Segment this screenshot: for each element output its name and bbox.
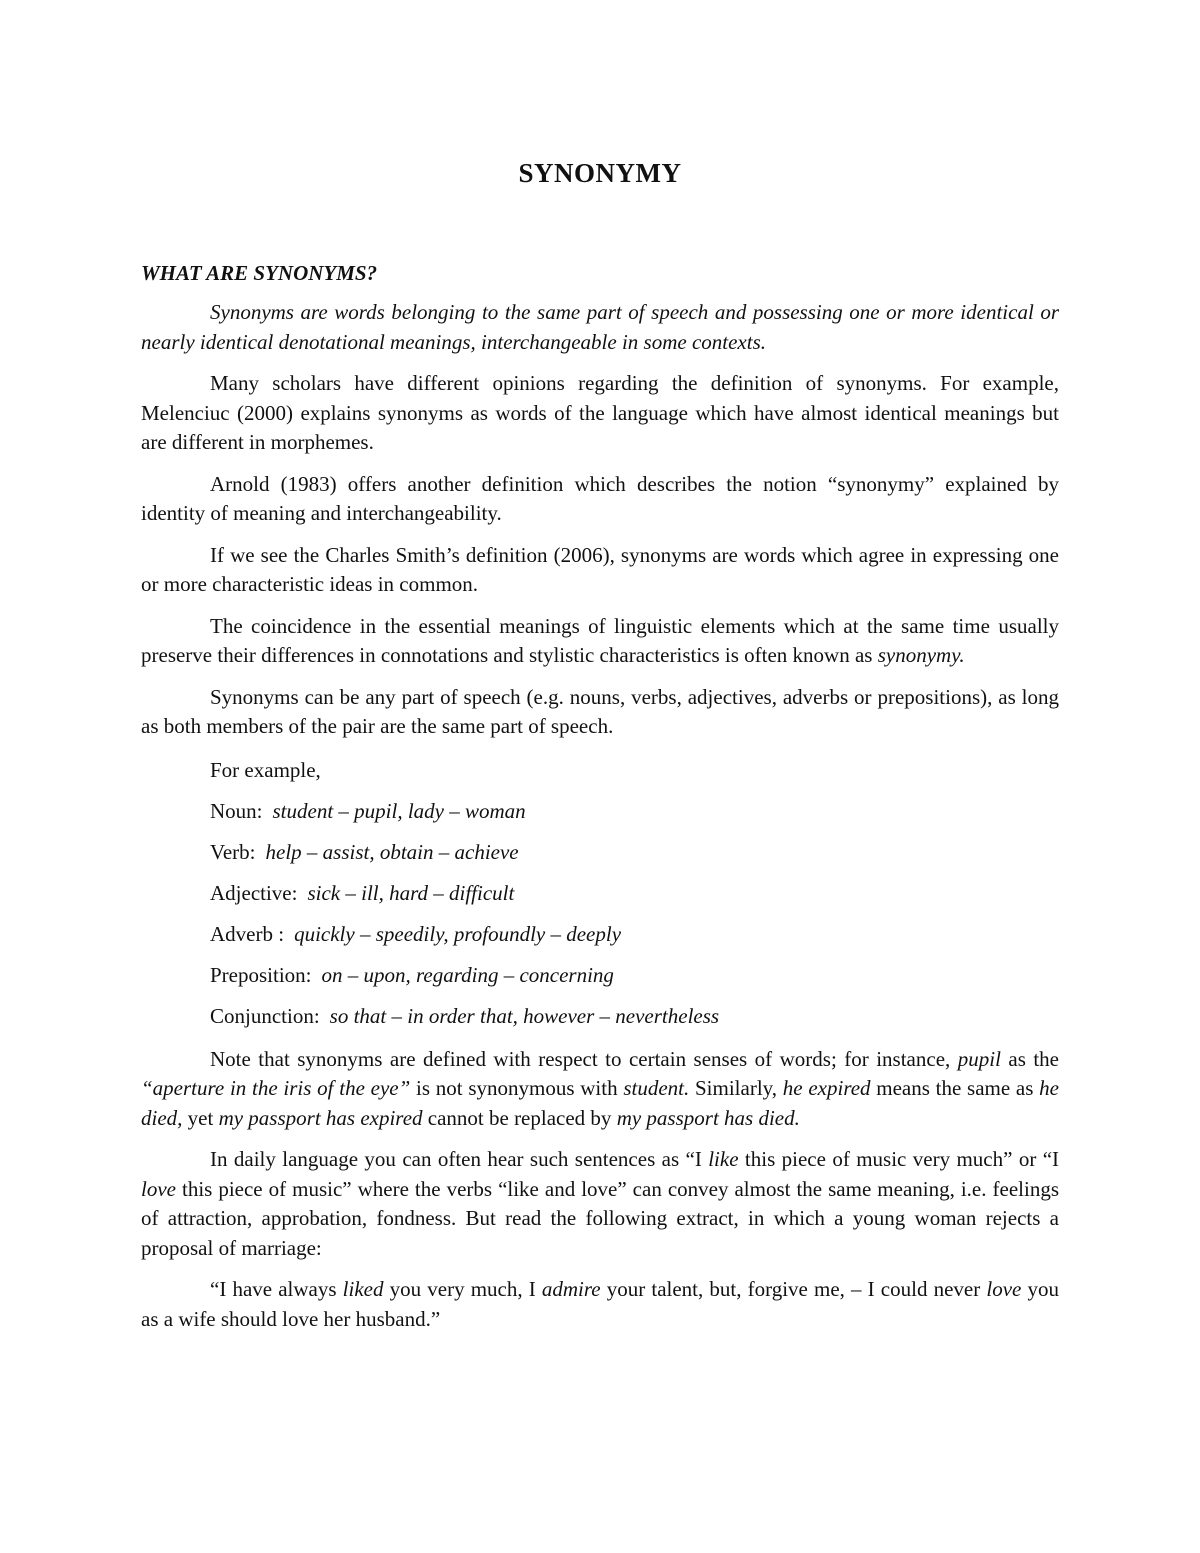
example-words: quickly – speedily, profoundly – deeply xyxy=(294,921,622,946)
note-text: Similarly, xyxy=(689,1076,783,1100)
paragraph-coincidence xyxy=(141,612,1059,671)
daily-text: this piece of music very much” or “I xyxy=(738,1147,1060,1171)
paragraph-daily-language xyxy=(141,1145,1059,1263)
note-italic: pupil xyxy=(957,1046,1001,1071)
quote-text: you very much, I xyxy=(383,1277,542,1301)
note-text: is not synonymous with xyxy=(410,1076,624,1100)
page-title: SYNONYMY xyxy=(518,158,682,188)
daily-text: In daily language you can often hear such sentences as “I xyxy=(210,1147,709,1171)
example-label: Verb: xyxy=(210,839,256,864)
quote-italic: liked xyxy=(342,1277,384,1301)
note-text: as the xyxy=(1000,1046,1059,1071)
paragraph-scholars: Many scholars have different opinions regarding the definition of synonyms. For example, Melenciuc (2000) explains synonyms as words of the language which have almost identical meanings but are different in morphemes. xyxy=(141,371,1059,454)
term-synonymy: synonymy. xyxy=(877,643,965,667)
section-heading: WHAT ARE SYNONYMS? xyxy=(141,261,378,285)
example-label: Preposition: xyxy=(210,962,312,987)
note-italic: he died, xyxy=(141,1076,1059,1130)
note-italic: my passport has expired xyxy=(218,1105,423,1130)
example-words: so that – in order that, however – nevertheless xyxy=(329,1003,720,1028)
daily-italic: like xyxy=(708,1147,739,1171)
example-verb xyxy=(141,838,1059,879)
paragraph-smith: If we see the Charles Smith’s definition (2006), synonyms are words which agree in expressing one or more characteristic ideas in common. xyxy=(141,542,1059,596)
example-words: sick – ill, hard – difficult xyxy=(307,880,515,905)
definition-paragraph: Synonyms are words belonging to the same part of speech and possessing one or more identical or nearly identical denotational meanings, interchangeable in some contexts. xyxy=(141,300,1059,354)
example-label: Noun: xyxy=(210,798,263,823)
note-text: means the same as xyxy=(870,1076,1040,1100)
example-noun xyxy=(141,797,1059,838)
example-label: Adverb : xyxy=(210,921,285,946)
paragraph-note xyxy=(141,1045,1059,1134)
daily-italic: love xyxy=(141,1176,176,1201)
example-label: Conjunction: xyxy=(210,1003,320,1028)
quote-italic: love xyxy=(986,1277,1022,1301)
note-italic: student. xyxy=(623,1076,690,1100)
example-label: Adjective: xyxy=(210,880,298,905)
paragraph-text: The coincidence in the essential meanings of linguistic elements which at the same time usually preserve their differences in connotations and stylistic characteristics is often known as xyxy=(141,613,1059,667)
quote-italic: admire xyxy=(541,1277,601,1301)
for-example-line: For example, xyxy=(210,757,321,782)
example-preposition xyxy=(141,961,1059,1002)
note-italic: my passport has died. xyxy=(616,1105,800,1130)
note-text: cannot be replaced by xyxy=(422,1105,617,1130)
example-adverb xyxy=(141,920,1059,961)
note-italic: “aperture in the iris of the eye” xyxy=(141,1076,411,1100)
note-italic: he expired xyxy=(782,1076,871,1100)
example-conjunction xyxy=(141,1002,1059,1043)
paragraph-parts-of-speech: Synonyms can be any part of speech (e.g. nouns, verbs, adjectives, adverbs or prepositions), as long as both members of the pair are the same part of speech. xyxy=(141,684,1059,738)
example-words: on – upon, regarding – concerning xyxy=(321,962,614,987)
example-words: student – pupil, lady – woman xyxy=(272,798,526,823)
paragraph-arnold: Arnold (1983) offers another definition which describes the notion “synonymy” explained by identity of meaning and interchangeability. xyxy=(141,471,1059,525)
paragraph-quote xyxy=(141,1275,1059,1334)
note-text: yet xyxy=(182,1105,219,1130)
example-adjective xyxy=(141,879,1059,920)
daily-text: this piece of music” where the verbs “like and love” can convey almost the same meaning, i.e. feelings of attraction, approbation, fondness. But read the following extract, in which a young woman rejects a proposal of marriage: xyxy=(141,1176,1059,1260)
quote-text: you as a wife should love her husband.” xyxy=(141,1277,1059,1331)
quote-text: “I have always xyxy=(210,1277,343,1301)
note-text: Note that synonyms are defined with respect to certain senses of words; for instance, xyxy=(210,1046,958,1071)
example-words: help – assist, obtain – achieve xyxy=(265,839,519,864)
quote-text: your talent, but, forgive me, – I could never xyxy=(600,1277,987,1301)
